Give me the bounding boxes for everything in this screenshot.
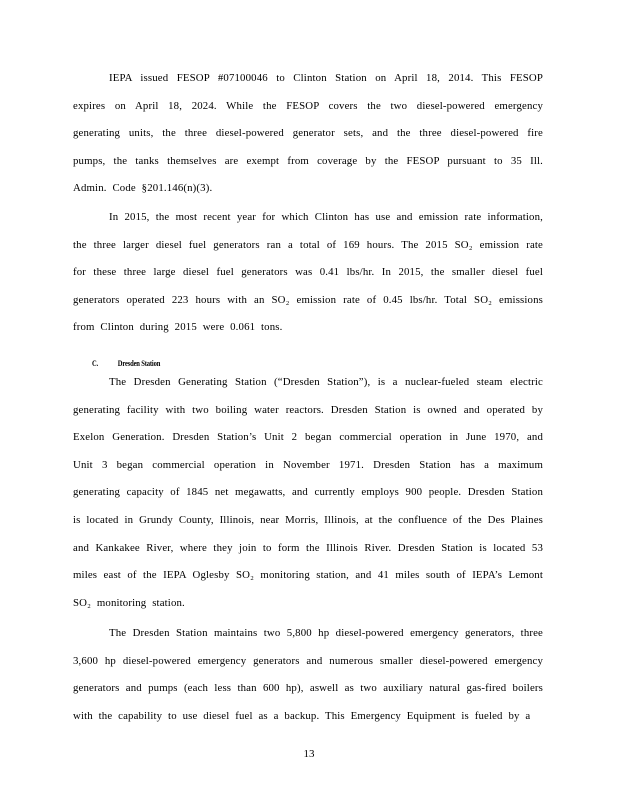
paragraph-text: The Dresden Generating Station (“Dresden Station”), is a nuclear-fueled steam electric generating facility with two boiling water reactors. Dresden Station is owned and operated by Exelon Generation. Dresden Station’s Unit 2 began commercial operation in June 1970, and Unit 3 began commercial operation in November 1971. Dresden Station has a maximum generating capacity of 1845 net megawatts, and currently employs 900 people. Dresden Station is located in Grundy County, Illinois, near Morris, Illinois, at the confluence of the Des Plaines and Kankakee River, where they join to form the Illinois River. Dresden Station is located 53 miles east of the IEPA Oglesby SO₂ monitoring station, and 41 miles south of IEPA’s Lemont SO₂ monitoring station. <box>73 376 543 609</box>
paragraph-text: The Dresden Station maintains two 5,800 hp diesel-powered emergency generators, three 3,600 hp diesel-powered emergency generators and numerous smaller diesel-powered emergency generators and pumps (each less than 600 hp), aswell as two auxiliary natural gas-fired boilers with the capability to use diesel fuel as a backup. This Emergency Equipment is fueled by a <box>73 627 543 722</box>
paragraph-clinton-emissions <box>73 204 543 342</box>
paragraph-text: IEPA issued FESOP #07100046 to Clinton Station on April 18, 2014. This FESOP expires on April 18, 2024. While the FESOP covers the two diesel-powered emergency generating units, the three diesel-powered generator sets, and the three diesel-powered fire pumps, the tanks themselves are exempt from coverage by the FESOP pursuant to 35 Ill. Admin. Code §201.146(n)(3). <box>73 72 543 195</box>
section-title: Dresden Station <box>117 359 161 368</box>
paragraph-text: In 2015, the most recent year for which Clinton has use and emission rate information, the three larger diesel fuel generators ran a total of 169 hours. The 2015 SO₂ emission rate for these three large diesel fuel generators was 0.41 lbs/hr. In 2015, the smaller diesel fuel generators operated 223 hours with an SO₂ emission rate of 0.45 lbs/hr. Total SO₂ emissions from Clinton during 2015 were 0.061 tons. <box>73 211 543 334</box>
paragraph-dresden-equipment <box>73 620 543 730</box>
paragraph-clinton-fesop <box>73 65 543 203</box>
section-letter: C. <box>92 359 99 368</box>
paragraph-dresden-overview <box>73 369 543 617</box>
page-number: 13 <box>303 748 315 760</box>
